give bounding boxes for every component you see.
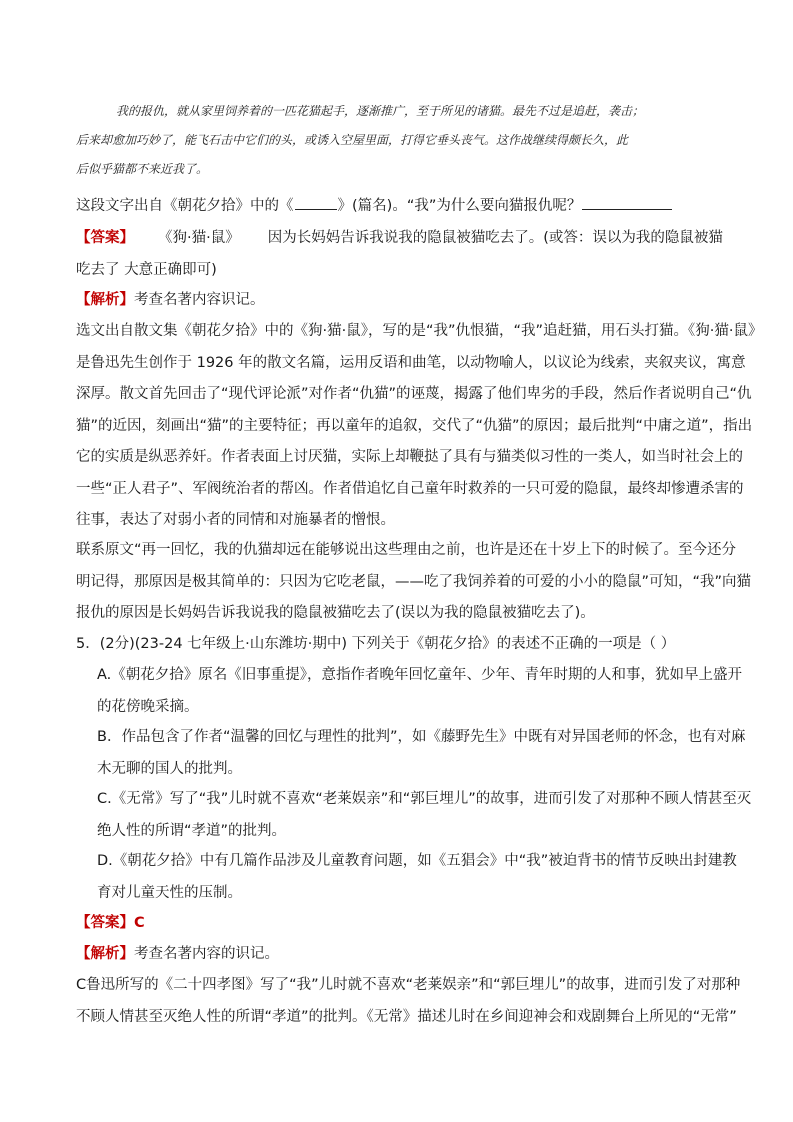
quote-line: 我的报仇，就从家里饲养着的一匹花猫起手，逐渐推广，至于所见的诸猫。最先不过是追赶，袭击； (116, 104, 645, 118)
option-line: 绝人性的所谓“孝道”的批判。 (97, 822, 287, 839)
analysis-paragraph (76, 316, 763, 537)
analysis-text: 考查名著内容的识记。 (134, 946, 279, 962)
paragraph-line: 猫”的近因，刻画出“猫”的主要特征；再以童年的追叙，交代了“仇猫”的原因；最后批判“中庸之道”，指出 (76, 417, 753, 434)
paragraph-line: 一些“正人君子”、军阀统治者的帮凶。作者借追忆自己童年时救养的一只可爱的隐鼠，最终却惨遭杀害的 (76, 480, 744, 497)
option-line: 的花傍晚采摘。 (97, 698, 199, 715)
question-text: 》(篇名)。“我”为什么要向猫报仇呢？ (337, 198, 582, 214)
analysis-5 (76, 939, 726, 971)
quote-line: 后来却愈加巧妙了，能飞石击中它们的头，或诱入空屋里面，打得它垂头丧气。这作战继续得颇长久，此 (76, 133, 629, 147)
paragraph-line: 选文出自散文集《朝花夕拾》中的《狗·猫·鼠》，写的是“我”仇恨猫，“我”追赶猫，用石头打猫。《狗·猫·鼠》 (76, 323, 763, 339)
option-line: 育对儿童天性的压制。 (97, 884, 242, 901)
answer-5 (76, 908, 726, 940)
analysis-tag: 【解析】 (76, 292, 134, 308)
option-line: 木无聊的国人的批判。 (97, 760, 242, 777)
option-line: A.《朝花夕拾》原名《旧事重提》，意指作者晚年回忆童年、少年、青年时期的人和事，犹如早上盛开 (97, 667, 743, 683)
answer-part: 因为长妈妈告诉我说我的隐鼠被猫吃去了。(或答：误以为我的隐鼠被猫 (267, 230, 723, 246)
answer-blank (582, 193, 672, 210)
paragraph-line: 明记得，那原因是极其简单的：只因为它吃老鼠，——吃了我饲养着的可爱的小小的隐鼠”可知，“我”向猫 (76, 573, 752, 590)
excerpt-quote (76, 97, 726, 184)
option-line: D.《朝花夕拾》中有几篇作品涉及儿童教育问题，如《五猖会》中“我”被迫背书的情节反映出封建教 (97, 853, 737, 869)
option-d (97, 846, 737, 909)
quote-line: 后似乎猫都不来近我了。 (76, 162, 209, 176)
analysis-paragraph (76, 970, 741, 1033)
paragraph-line: 不顾人情甚至灭绝人性的所谓“孝道”的批判。《无常》描述儿时在乡间迎神会和戏剧舞台上所见的“无常” (76, 1008, 737, 1025)
answer-tag: 【答案】 (76, 230, 134, 246)
option-line: B．作品包含了作者“温馨的回忆与理性的批判”，如《藤野先生》中既有对异国老师的怀念，也有对麻 (97, 729, 746, 745)
question-5: 5．(2分)(23-24 七年级上·山东潍坊·期中) 下列关于《朝花夕拾》的表述不正确的一项是（ ） (76, 636, 676, 652)
paragraph-line: C鲁迅所写的《二十四孝图》写了“我”儿时就不喜欢“老莱娱亲”和“郭巨埋儿”的故事，进而引发了对那种 (76, 977, 741, 993)
option-c (97, 784, 752, 847)
answer-blank (295, 193, 337, 210)
analysis-paragraph (76, 535, 752, 630)
answer-choice: C (134, 915, 145, 931)
paragraph-line: 是鲁迅先生创作于 1926 年的散文名篇，运用反语和曲笔，以动物喻人，以议论为线索，夹叙夹议，寓意 (76, 354, 746, 371)
question-1 (76, 191, 726, 223)
answer-line: 吃去了 大意正确即可) (76, 261, 217, 278)
answer-1 (76, 223, 726, 286)
option-line: C.《无常》写了“我”儿时就不喜欢“老莱娱亲”和“郭巨埋儿”的故事，进而引发了对那种不顾人情甚至灭 (97, 791, 752, 807)
analysis-text: 考查名著内容识记。 (134, 292, 265, 308)
paragraph-line: 联系原文“再一回忆，我的仇猫却远在能够说出这些理由之前，也许是还在十岁上下的时候了。至今还分 (76, 542, 737, 558)
analysis-tag: 【解析】 (76, 946, 134, 962)
question-text: 这段文字出自《朝花夕拾》中的《 (76, 198, 294, 214)
paragraph-line: 往事，表达了对弱小者的同情和对施暴者的憎恨。 (76, 512, 395, 528)
analysis-1 (76, 285, 726, 317)
answer-tag: 【答案】 (76, 915, 134, 931)
option-a (97, 660, 743, 723)
paragraph-line: 它的实质是纵恶养奸。作者表面上讨厌猫，实际上却鞭挞了具有与猫类似习性的一类人，如当时社会上的 (76, 449, 743, 465)
option-b (97, 722, 746, 785)
paragraph-line: 报仇的原因是长妈妈告诉我说我的隐鼠被猫吃去了(误以为我的隐鼠被猫吃去了)。 (76, 605, 595, 621)
answer-part: 《狗·猫·鼠》 (158, 230, 240, 246)
paragraph-line: 深厚。散文首先回击了“现代评论派”对作者“仇猫”的诬蔑，揭露了他们卑劣的手段，然后作者说明自己“仇 (76, 386, 752, 402)
